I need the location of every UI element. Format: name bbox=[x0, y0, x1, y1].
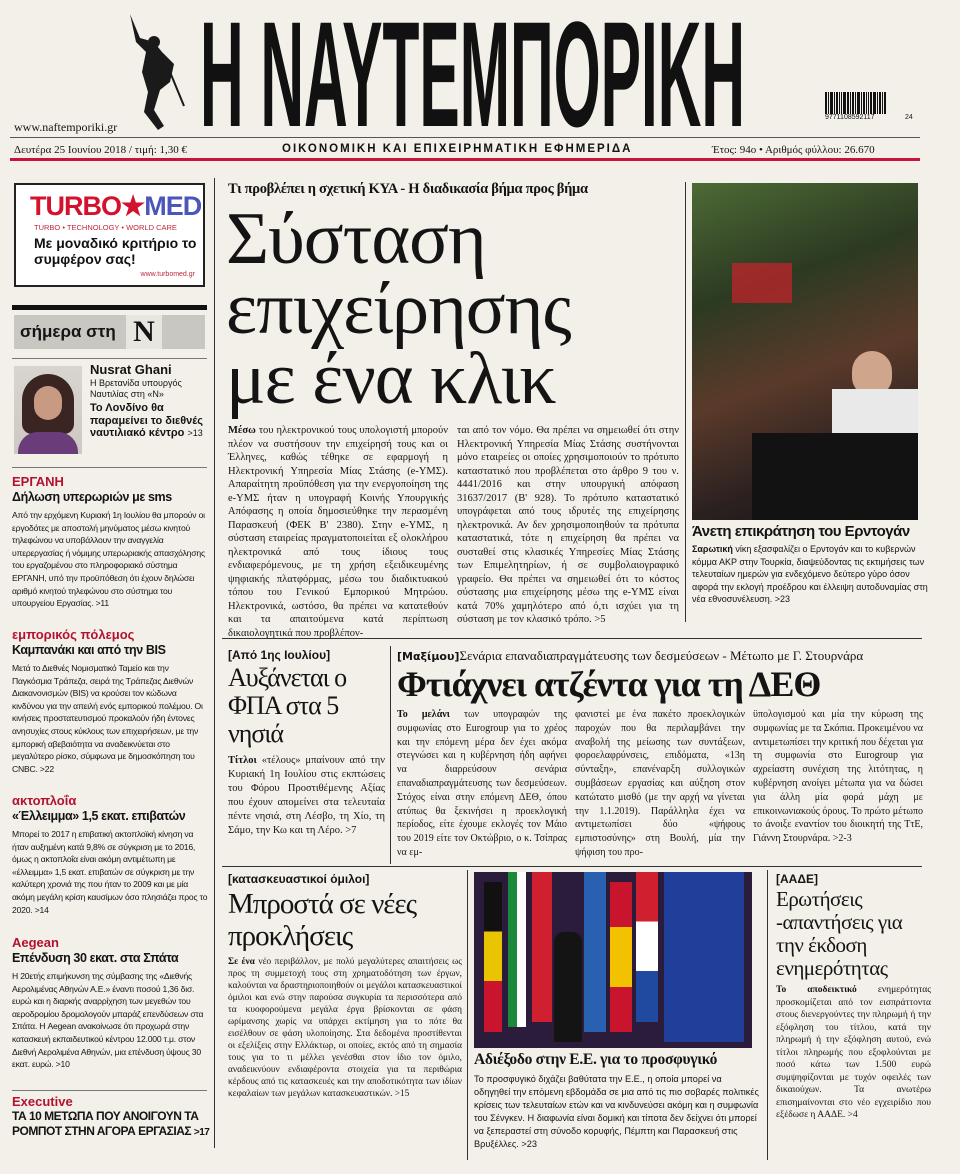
ad-logo: TURBO★MED bbox=[30, 191, 202, 221]
website-url[interactable]: www.naftemporiki.gr bbox=[14, 120, 118, 134]
barcode-number: 9771108592117 bbox=[825, 114, 875, 121]
barcode bbox=[825, 92, 915, 114]
interview-headline[interactable]: Το Λονδίνο θα παραμείνει το διεθνές ναυτιλιακό κέντρο >13 bbox=[90, 402, 203, 439]
sidebar-item-ergani[interactable]: ΕΡΓΑΝΗ Δήλωση υπερωριών με sms Από την ερχόμενη Κυριακή 1η Ιουλίου θα μπορούν οι εργοδότες με αποστολή μηνύματος μέσω κινητού τηλεφώνου να υποβάλλουν την αναγγελία υπερεργασίας ή νόμιμης υπερωριακής απασχόλησης του εργαζομένου στο πληροφοριακό σύστημα ΕΡΓΑΝΗ, υπό την προϋπόθεση ότι έχουν δηλώσει αριθμό κινητού τηλεφώνου στο σύστημα του υπουργείου Εργασίας. >11 bbox=[12, 474, 205, 609]
today-label: σήμερα στη bbox=[20, 322, 116, 341]
ad-url: www.turbomed.gr bbox=[140, 271, 195, 278]
deth-kicker: [Μαξίμου]Σενάρια επαναδιαπραγμάτευσης των δεσμεύσεων - Μέτωπο με Γ. Στουρνάρα bbox=[397, 648, 864, 663]
ad-text: Με μοναδικό κριτήριο το συμφέρον σας! bbox=[34, 235, 197, 267]
construction-kicker: [κατασκευαστικοί όμιλοι] bbox=[228, 872, 370, 886]
aade-body: Το αποδεικτικό ενημερότητας προσκομίζεται από τον εισπράττοντα στους διενεργούντες την πληρωμή ή την εξόφληση του τίτλου, κατά την πληρωμή ή την εξόφληση αυτού, ενώ τίτλοι πληρωμής που εξοφλούνται με ποσό κάτω των 1.500 ευρώ συμψηφίζονται με τυχόν οφειλές των δικαιούχων. Τα ανωτέρω επισημαίνονται στο νέο εγχειρίδιο που εξέδωσε η ΑΑΔΕ. >4 bbox=[776, 985, 931, 1120]
interview-role: Η Βρετανίδα υπουργός Ναυτιλίας στη «Ν» bbox=[90, 378, 182, 399]
interview-name: Nusrat Ghani bbox=[90, 362, 172, 377]
divider bbox=[12, 467, 207, 468]
sidebar-item-trade-war[interactable]: εμπορικός πόλεμος Καμπανάκι και από την BIS Μετά το Διεθνές Νομισματικό Ταμείο και την Παγκόσμια Τράπεζα, σειρά της Τράπεζας Διεθνών Διακανονισμών (BIS) να κρούσει τον κώδωνα κινδύνου για την απειλή ενός εμπορικού πολέμου. Οι κινήσεις προστατευτισμού προκαλούν ήδη έντονες ανησυχίες στους κύκλους των επιχειρήσεων, με την εμπορική αβεβαιότητα να αναδεικνύεται στο μεγαλύτερο ρίσκο, σύμφωνα με δημοσκόπηση του CNBC. >22 bbox=[12, 627, 203, 774]
vat-kicker: [Από 1ης Ιουλίου] bbox=[228, 648, 331, 662]
deth-body-col1: Το μελάνι των υπογραφών της συμφωνίας στο Eurogroup για το χρέος και την επόμενη μέρα δεν έχει ακόμα στεγνώσει και η κυβέρνηση ήδη αφήνει να διαρρεύσουν σενάρια επαναδιαπραγμάτευσης των δεσμεύσεων. Στόχος είναι στην επόμενη ΔΕΘ, όπου ατύπως θα ξεκινήσει η προεκλογική περίοδος, είτε έχουμε εκλογές τον Μάιο του 2019 είτε τον Οκτώβριο, ο κ. Τσίπρας να εμ- bbox=[397, 709, 567, 858]
issue-info: Έτος: 94ο • Αριθμός φύλλου: 26.670 bbox=[712, 144, 875, 156]
divider bbox=[12, 305, 207, 310]
erdogan-body: Σαρωτική νίκη εξασφαλίζει ο Ερντογάν και το κυβερνών κόμμα ΑΚΡ στην Τουρκία, διαψεύδοντας τις εκτιμήσεις των τελευταίων ημερών για ενδεχόμενο δεύτερο γύρο όσον αφορά την εκλογή προέδρου και έλλειψη αυτοδυναμίας στη νέα εθνοσυνέλευση. >23 bbox=[692, 544, 928, 604]
divider bbox=[222, 866, 922, 867]
deth-headline[interactable]: Φτιάχνει ατζέντα για τη ΔΕΘ bbox=[397, 664, 821, 704]
erdogan-photo bbox=[692, 183, 918, 520]
masthead-title: Η ΝΑΥΤΕΜΠΟΡΙΚΗ bbox=[200, 10, 745, 132]
divider bbox=[12, 1090, 207, 1091]
today-letter: N bbox=[126, 315, 162, 349]
construction-headline[interactable]: Μπροστά σε νέες προκλήσεις bbox=[228, 888, 417, 952]
sidebar-item-ferries[interactable]: ακτοπλοΐα «Έλλειμμα» 1,5 εκατ. επιβατών Μπορεί το 2017 η επιβατική ακτοπλοϊκή κίνηση να ήταν αυξημένη κατά 9,8% σε σύγκριση με το 2016, όμως η ακτοπλοΐα είναι ακόμη αντιμέτωπη με «έλλειμμα» 1,5 εκατ. επιβατών σε σύγκριση με την καλύτερη χρονιά της που ήταν το 2009 και με μία ακόμη μεγάλη κρίση καυσίμων όσο πλησιάζει προς το 2020. >14 bbox=[12, 793, 208, 915]
today-banner bbox=[14, 315, 205, 349]
vat-body: Τίτλοι «τέλους» μπαίνουν από την Κυριακή 1η Ιουλίου στις εκπτώσεις του Φόρου Προστιθέμενης Αξίας που έχουν απομείνει στα τελευταία πέντε νησιά, στη Λέσβο, τη Χίο, τη Σάμο, την Κω και τη Λέρο. >7 bbox=[228, 755, 385, 836]
barcode-suffix: 24 bbox=[905, 114, 913, 121]
tagline: ΟΙΚΟΝΟΜΙΚΗ ΚΑΙ ΕΠΙΧΕΙΡΗΜΑΤΙΚΗ ΕΦΗΜΕΡΙΔΑ bbox=[282, 143, 633, 155]
column-divider bbox=[767, 870, 768, 1160]
lead-body-col2: ται από τον νόμο. Θα πρέπει να σημειωθεί ότι στην Ηλεκτρονική Υπηρεσία Μίας Στάσης συστήνονται μόνο εταιρείες οι οποίες χρησιμοποιούν το πρότυπο καταστατικό που προβλέπεται στο άρθρο 9 του ν. 4441/2016 και στην υπουργική απόφαση 31637/2017 (Β' 928). Το πρότυπο καταστατικό υπογράφεται από τους ιδρυτές της επιχείρησης ηλεκτρονικά. Αν δεν χρησιμοποιηθούν τα πρότυπα καταστατικά, τότε η επιχείρηση θα πρέπει να συσταθεί στις κλασικές Υπηρεσίες Μίας Στάσης των Επιμελητηρίων, ή σε συμβολαιογραφικό γραφείο. Θα πρέπει να σημειωθεί ότι το κόστος σύστασης μια επιχείρησης μέσω της e-ΥΜΣ είναι κατά 70% χαμηλότερο από ό,τι ισχύει για τη σύσταση με τον κλασικό τρόπο. >5 bbox=[457, 425, 679, 625]
refugee-body: Το προσφυγικό διχάζει βαθύτατα την Ε.Ε., η οποία μπορεί να οδηγηθεί την επόμενη εβδομάδα σε μια από τις πιο σοβαρές πολιτικές κρίσεις των τελευταίων ετών και να κινδυνεύσει ακόμη και η συμφωνία του Σένγκεν. Η διαφωνία είναι δομική και τίποτα δεν δείχνει ότι μπορεί να ξεπεραστεί στη σύνοδο κορυφής, Πέμπτη και Παρασκευή στις Βρυξέλλες. >23 bbox=[474, 1074, 759, 1149]
red-divider bbox=[10, 158, 920, 161]
eu-flags-photo bbox=[474, 872, 752, 1048]
deth-body-col2: φανιστεί με ένα πακέτο προεκλογικών παροχών που θα περιλαμβάνει την αναβολή της μείωσης των συντάξεων, φοροελαφρύνσεις, επιδόματα, «13η σύνταξη», επανέναρξη συλλογικών συμβάσεων εργασίας και αύξηση στον κατώτατο μισθό (με την αρχή να γίνεται την 1.1.2019). Παράλληλα έχει να αντιμετωπίσει δύο «ψήφους εμπιστοσύνης» στη Βουλή, μία την ψήφιση του προ- bbox=[575, 709, 745, 858]
column-divider bbox=[685, 182, 686, 622]
divider bbox=[10, 137, 920, 138]
vat-headline[interactable]: Αυξάνεται ο ΦΠΑ στα 5 νησιά bbox=[228, 663, 347, 748]
sidebar-item-aegean[interactable]: Aegean Επένδυση 30 εκατ. στα Σπάτα Η 20ετής επιμήκυνση της σύμβασης της «Διεθνής Αερολιμένας Αθηνών Α.Ε.» έναντι ποσού 1,36 δισ. ευρώ και η διαρκής αναρρίχηση των μεγεθών του αεροδρομίου δρομολογούν μπαράζ επενδύσεων στα Σπάτα. Η Aegean ανακοίνωσε ότι προχωρά στην κατασκευή εκπαιδευτικού κέντρου 12.000 τ.μ. στον Διεθνή Αερολιμένα Αθηνών, μια επένδυση ύψους 30 εκατ. ευρώ. >10 bbox=[12, 935, 204, 1070]
ghani-photo bbox=[14, 366, 82, 454]
erdogan-headline[interactable]: Άνετη επικράτηση του Ερντογάν bbox=[692, 523, 910, 540]
lead-kicker: Τι προβλέπει η σχετική ΚΥΑ - Η διαδικασία βήμα προς βήμα bbox=[228, 181, 588, 197]
column-divider bbox=[214, 178, 215, 1148]
column-divider bbox=[467, 870, 468, 1160]
ad-subline: TURBO • TECHNOLOGY • WORLD CARE bbox=[34, 223, 177, 232]
divider bbox=[222, 638, 922, 639]
divider bbox=[12, 358, 207, 359]
date-price: Δευτέρα 25 Ιουνίου 2018 / τιμή: 1,30 € bbox=[14, 144, 188, 156]
aade-headline[interactable]: Ερωτήσεις -απαντήσεις για την έκδοση ενημερότητας bbox=[776, 887, 903, 980]
sidebar-item-executive[interactable]: Executive ΤΑ 10 ΜΕΤΩΠΑ ΠΟΥ ΑΝΟΙΓΟΥΝ ΤΑ ΡΟΜΠΟΤ ΣΤΗΝ ΑΓΟΡΑ ΕΡΓΑΣΙΑΣ >17 bbox=[12, 1094, 210, 1138]
aade-kicker: [ΑΑΔΕ] bbox=[776, 872, 818, 886]
column-divider bbox=[390, 646, 391, 864]
lead-headline[interactable]: Σύσταση επιχείρησης με ένα κλικ bbox=[226, 198, 571, 420]
lead-body-col1: Μέσω του ηλεκτρονικού τους υπολογιστή μπορούν πλέον να συστήσουν την επιχείρησή τους και οι Έλληνες, καθώς τέθηκε σε εφαρμογή η Ηλεκτρονική Υπηρεσία Μίας Στάσης (e-ΥΜΣ). Απαραίτητη προϋπόθεση για την ενεργοποίηση της e-ΥΜΣ ήταν η υπογραφή Κοινής Υπουργικής Απόφασης η οποία δημοσιεύθηκε την περασμένη Παρασκευή (ΦΕΚ Β' 2380). Στην e-ΥΜΣ, η σύσταση εταιρείας πραγματοποιείται εξ ολοκλήρου ηλεκτρονικά από τους ίδιους τους ενδιαφερόμενους, με τη χρήση εξειδικευμένης ψηφιακής πλατφόρμας, μέσω του διαδικτυακού τόπου του Γενικού Εμπορικού Μητρώου. Ηλεκτρονικά, ωστόσο, θα πρέπει να κατατεθούν και τα απαιτούμενα κατά περίπτωση δικαιολογητικά που προβλέπον- bbox=[228, 425, 448, 639]
deth-body-col3: ϋπολογισμού και μία την κύρωση της συμφωνίας με τα Σκόπια. Προκειμένου να αντιμετωπίσει την κριτική που δέχεται για τη συμφωνία στο Eurogroup για αχρείαστη συνέχιση της λιτότητας, η κυβέρνηση ανοίγει μέτωπα για να δώσει για άλλη μία φορά μάχη με επικοινωνιακούς όρους. Το πρώτο μέτωπο το άνοιξε εναντίον του διοικητή της ΤτΕ, Γιάννη Στουρνάρα. >2-3 bbox=[753, 709, 923, 845]
masthead-logo bbox=[200, 10, 748, 132]
turbomed-ad[interactable] bbox=[14, 183, 205, 287]
construction-body: Σε ένα νέο περιβάλλον, με πολύ μεγαλύτερες απαιτήσεις ως προς τη συμμετοχή τους στη χρηματοδότηση των έργων, καλούνται να δραστηριοποιηθούν οι μεγάλοι κατασκευαστικοί όμιλοι και ενώ στην παρούσα συγκυρία τα περισσότερα από τα κυοφορούμενα μεγάλα έργα βρίσκονται σε φάση ωρίμανσης χωρίς να υπάρχει εκτίμηση για το πότε θα εισέλθουν σε φάση υλοποίησης. Στα δεδομένα προστίθενται οι εξελίξεις στην Ελλάκτωρ, οι οποίες, εκτός από τη σημασία τους για το τι μέλλει γενέσθαι στον ίδιο τον όμιλο, αναδεικνύουν ενδιαφέροντα στοιχεία για τα περιθώρια κέρδους από τις κατασκευές και την αποδοτικότητα των ιδίων κεφαλαίων των μεγάλων κατασκευαστικών. >15 bbox=[228, 957, 462, 1099]
refugee-headline[interactable]: Αδιέξοδο στην Ε.Ε. για το προσφυγικό bbox=[474, 1051, 718, 1068]
hermes-logo bbox=[118, 12, 190, 140]
